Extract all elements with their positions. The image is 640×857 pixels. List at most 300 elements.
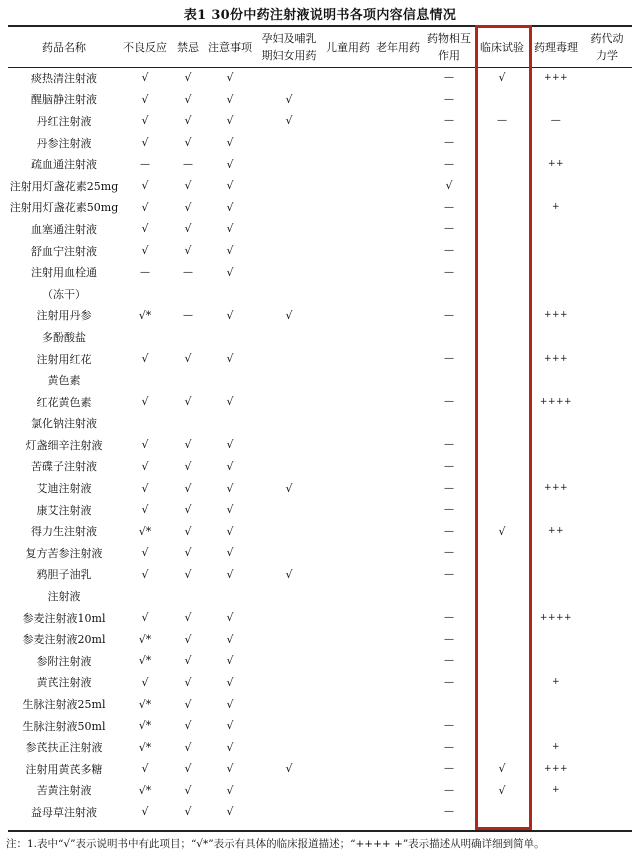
cell-adverse: √* bbox=[138, 697, 152, 711]
cell-contra: √ bbox=[184, 783, 192, 797]
cell-clinical bbox=[474, 736, 530, 758]
cell-pharmacology bbox=[530, 261, 582, 283]
cell-geriatric bbox=[372, 110, 424, 132]
cell-precaution: √ bbox=[226, 697, 234, 711]
cell-adverse: √ bbox=[141, 805, 149, 819]
table-row bbox=[8, 283, 632, 305]
cell-pregnancy bbox=[254, 499, 324, 521]
header-pregnancy bbox=[254, 27, 324, 67]
cell-pregnancy bbox=[254, 780, 324, 802]
cell-pregnancy bbox=[254, 456, 324, 478]
cell-clinical bbox=[474, 413, 530, 435]
cell-adverse: √ bbox=[141, 395, 149, 409]
cell-interaction: — bbox=[444, 504, 454, 516]
header-clinical-trials: 临床试验 bbox=[480, 40, 524, 54]
cell-precaution: √ bbox=[226, 654, 234, 668]
cell-pregnancy bbox=[254, 391, 324, 413]
cell-geriatric bbox=[372, 175, 424, 197]
cell-pharmacology: + bbox=[551, 785, 561, 796]
cell-contra: √ bbox=[184, 71, 192, 85]
cell-geriatric bbox=[372, 197, 424, 219]
cell-clinical bbox=[474, 564, 530, 586]
cell-pediatric bbox=[324, 240, 372, 262]
cell-pediatric bbox=[324, 89, 372, 111]
cell-clinical bbox=[474, 628, 530, 650]
cell-precaution: √ bbox=[226, 438, 234, 452]
cell-geriatric bbox=[372, 326, 424, 348]
cell-pediatric bbox=[324, 758, 372, 780]
cell-pediatric bbox=[324, 520, 372, 542]
header-interactions-line2: 作用 bbox=[438, 49, 460, 62]
cell-pregnancy bbox=[254, 520, 324, 542]
cell-clinical bbox=[474, 456, 530, 478]
table-row bbox=[8, 391, 632, 413]
cell-adverse: √ bbox=[141, 503, 149, 517]
cell-name: 注射用灯盏花素50mg bbox=[9, 201, 119, 215]
cell-interaction: — bbox=[444, 525, 454, 537]
cell-geriatric bbox=[372, 736, 424, 758]
cell-adverse: √ bbox=[141, 352, 149, 366]
cell-interaction: — bbox=[444, 741, 454, 753]
cell-pk bbox=[582, 736, 632, 758]
cell-pediatric bbox=[324, 153, 372, 175]
cell-pregnancy bbox=[254, 261, 324, 283]
cell-pk bbox=[582, 499, 632, 521]
cell-precaution: √ bbox=[226, 308, 234, 322]
cell-pk bbox=[582, 801, 632, 823]
cell-pharmacology bbox=[530, 564, 582, 586]
cell-pediatric bbox=[324, 585, 372, 607]
cell-pharmacology bbox=[530, 801, 582, 823]
cell-clinical bbox=[474, 391, 530, 413]
cell-adverse: √* bbox=[138, 632, 152, 646]
cell-adverse: √ bbox=[141, 762, 149, 776]
cell-pregnancy bbox=[254, 650, 324, 672]
cell-pediatric bbox=[324, 693, 372, 715]
cell-precaution: √ bbox=[226, 524, 234, 538]
cell-geriatric bbox=[372, 283, 424, 305]
cell-clinical bbox=[474, 693, 530, 715]
cell-pharmacology bbox=[530, 218, 582, 240]
cell-precaution: √ bbox=[226, 114, 234, 128]
cell-name: 得力生注射液 bbox=[31, 525, 97, 539]
table-row bbox=[8, 218, 632, 240]
cell-precaution: √ bbox=[226, 546, 234, 560]
cell-pregnancy bbox=[254, 326, 324, 348]
cell-contra bbox=[170, 413, 206, 435]
cell-interaction bbox=[424, 369, 474, 391]
cell-pk bbox=[582, 564, 632, 586]
cell-contra bbox=[170, 283, 206, 305]
cell-pregnancy bbox=[254, 628, 324, 650]
header-pediatric: 儿童用药 bbox=[326, 40, 370, 54]
header-pharmacokinetics bbox=[582, 27, 632, 67]
header-pregnancy-line1: 孕妇及哺乳 bbox=[261, 32, 317, 45]
header-interactions-line1: 药物相互 bbox=[427, 32, 471, 45]
cell-contra: √ bbox=[184, 654, 192, 668]
cell-geriatric bbox=[372, 305, 424, 327]
cell-precaution: √ bbox=[226, 805, 234, 819]
cell-geriatric bbox=[372, 499, 424, 521]
cell-pediatric bbox=[324, 348, 372, 370]
cell-clinical: √ bbox=[498, 762, 506, 776]
cell-pk bbox=[582, 672, 632, 694]
table-row bbox=[8, 693, 632, 715]
cell-contra: — bbox=[183, 266, 193, 278]
cell-interaction: — bbox=[444, 353, 454, 365]
cell-pediatric bbox=[324, 413, 372, 435]
cell-adverse: √ bbox=[141, 222, 149, 236]
cell-name: 注射液 bbox=[47, 590, 81, 604]
cell-precaution: √ bbox=[226, 265, 234, 279]
cell-interaction: — bbox=[444, 676, 454, 688]
cell-precaution: √ bbox=[226, 503, 234, 517]
cell-contra: — bbox=[183, 309, 193, 321]
cell-pharmacology: +++ bbox=[543, 483, 569, 494]
cell-pk bbox=[582, 261, 632, 283]
cell-contra: √ bbox=[184, 546, 192, 560]
cell-pk bbox=[582, 132, 632, 154]
table-row bbox=[8, 520, 632, 542]
cell-pharmacology: ++ bbox=[547, 159, 565, 170]
cell-precaution bbox=[206, 283, 254, 305]
cell-pregnancy bbox=[254, 369, 324, 391]
cell-pregnancy bbox=[254, 672, 324, 694]
cell-geriatric bbox=[372, 261, 424, 283]
cell-geriatric bbox=[372, 240, 424, 262]
cell-pregnancy: √ bbox=[285, 308, 293, 322]
cell-pregnancy bbox=[254, 132, 324, 154]
cell-contra bbox=[170, 369, 206, 391]
cell-interaction: — bbox=[444, 201, 454, 213]
cell-adverse: √* bbox=[138, 524, 152, 538]
table-footnote: 注：1.表中“√”表示说明书中有此项目；“√*”表示有具体的临床报道描述；“++++ +”表示描述从明确详细到简单。 bbox=[6, 838, 545, 850]
cell-clinical bbox=[474, 132, 530, 154]
cell-name: 参麦注射液20ml bbox=[22, 633, 106, 647]
cell-adverse: — bbox=[140, 266, 150, 278]
cell-precaution: √ bbox=[226, 783, 234, 797]
cell-pregnancy bbox=[254, 153, 324, 175]
cell-interaction bbox=[424, 326, 474, 348]
cell-precaution: √ bbox=[226, 567, 234, 581]
cell-pharmacology bbox=[530, 456, 582, 478]
cell-pregnancy bbox=[254, 715, 324, 737]
cell-pediatric bbox=[324, 607, 372, 629]
cell-interaction: — bbox=[444, 137, 454, 149]
cell-pk bbox=[582, 89, 632, 111]
cell-adverse bbox=[120, 585, 170, 607]
cell-contra: √ bbox=[184, 762, 192, 776]
cell-name: 多酚酸盐 bbox=[42, 330, 86, 344]
cell-precaution: √ bbox=[226, 352, 234, 366]
cell-pediatric bbox=[324, 110, 372, 132]
cell-name: 鸦胆子油乳 bbox=[36, 568, 92, 582]
cell-pediatric bbox=[324, 175, 372, 197]
cell-interaction bbox=[424, 283, 474, 305]
cell-clinical bbox=[474, 477, 530, 499]
cell-clinical bbox=[474, 542, 530, 564]
cell-adverse: √ bbox=[141, 481, 149, 495]
info-table bbox=[8, 27, 632, 823]
cell-pk bbox=[582, 110, 632, 132]
cell-pk bbox=[582, 326, 632, 348]
cell-pk bbox=[582, 67, 632, 89]
cell-precaution: √ bbox=[226, 632, 234, 646]
cell-pk bbox=[582, 715, 632, 737]
cell-pregnancy bbox=[254, 240, 324, 262]
cell-pregnancy bbox=[254, 434, 324, 456]
cell-pk bbox=[582, 693, 632, 715]
cell-pregnancy bbox=[254, 175, 324, 197]
cell-clinical bbox=[474, 715, 530, 737]
cell-clinical: √ bbox=[498, 524, 506, 538]
cell-pediatric bbox=[324, 715, 372, 737]
header-pk-line2: 力学 bbox=[596, 49, 618, 62]
cell-clinical bbox=[474, 672, 530, 694]
cell-pharmacology: + bbox=[551, 677, 561, 688]
cell-pregnancy: √ bbox=[285, 114, 293, 128]
cell-precaution: √ bbox=[226, 719, 234, 733]
cell-pediatric bbox=[324, 477, 372, 499]
cell-pharmacology bbox=[530, 175, 582, 197]
cell-pediatric bbox=[324, 542, 372, 564]
cell-precaution bbox=[206, 413, 254, 435]
cell-pregnancy: √ bbox=[285, 567, 293, 581]
cell-geriatric bbox=[372, 132, 424, 154]
cell-contra: √ bbox=[184, 719, 192, 733]
cell-adverse: √ bbox=[141, 92, 149, 106]
table-row bbox=[8, 305, 632, 327]
cell-geriatric bbox=[372, 672, 424, 694]
cell-contra: √ bbox=[184, 395, 192, 409]
cell-precaution: √ bbox=[226, 481, 234, 495]
cell-pregnancy bbox=[254, 197, 324, 219]
cell-contra: √ bbox=[184, 92, 192, 106]
table-row bbox=[8, 348, 632, 370]
cell-precaution: √ bbox=[226, 762, 234, 776]
cell-pregnancy bbox=[254, 67, 324, 89]
cell-precaution: √ bbox=[226, 200, 234, 214]
cell-pharmacology: +++ bbox=[543, 763, 569, 774]
cell-adverse: √ bbox=[141, 546, 149, 560]
cell-geriatric bbox=[372, 585, 424, 607]
cell-pharmacology bbox=[530, 585, 582, 607]
table-row bbox=[8, 607, 632, 629]
cell-contra: √ bbox=[184, 524, 192, 538]
table-row bbox=[8, 153, 632, 175]
cell-clinical bbox=[474, 369, 530, 391]
table-row bbox=[8, 542, 632, 564]
cell-pregnancy bbox=[254, 585, 324, 607]
cell-pharmacology bbox=[530, 240, 582, 262]
cell-clinical bbox=[474, 175, 530, 197]
table-title: 表1 30份中药注射液说明书各项内容信息情况 bbox=[183, 8, 457, 23]
cell-pk bbox=[582, 456, 632, 478]
cell-clinical bbox=[474, 326, 530, 348]
cell-contra: √ bbox=[184, 675, 192, 689]
cell-precaution: √ bbox=[226, 244, 234, 258]
bottom-rule bbox=[8, 830, 632, 832]
cell-pk bbox=[582, 153, 632, 175]
cell-precaution: √ bbox=[226, 459, 234, 473]
cell-contra: √ bbox=[184, 611, 192, 625]
cell-name: 黄色素 bbox=[47, 374, 81, 388]
cell-adverse bbox=[120, 369, 170, 391]
cell-geriatric bbox=[372, 801, 424, 823]
header-pharmacology: 药理毒理 bbox=[534, 40, 578, 54]
cell-name: 丹红注射液 bbox=[36, 114, 92, 128]
cell-pk bbox=[582, 369, 632, 391]
cell-pediatric bbox=[324, 564, 372, 586]
cell-pharmacology: ++++ bbox=[539, 612, 573, 623]
cell-pharmacology: ++++ bbox=[539, 396, 573, 407]
cell-adverse: √ bbox=[141, 567, 149, 581]
header-precautions: 注意事项 bbox=[208, 40, 252, 54]
cell-pregnancy bbox=[254, 348, 324, 370]
cell-adverse: √ bbox=[141, 675, 149, 689]
header-interactions bbox=[424, 27, 474, 67]
cell-name: 红花黄色素 bbox=[36, 395, 92, 409]
cell-contra bbox=[170, 585, 206, 607]
table-row bbox=[8, 197, 632, 219]
cell-adverse: √* bbox=[138, 654, 152, 668]
cell-name: 复方苦参注射液 bbox=[25, 546, 103, 560]
table-row bbox=[8, 650, 632, 672]
cell-name: 苦碟子注射液 bbox=[31, 460, 97, 474]
cell-contra: √ bbox=[184, 114, 192, 128]
cell-pediatric bbox=[324, 283, 372, 305]
cell-pk bbox=[582, 391, 632, 413]
cell-pk bbox=[582, 628, 632, 650]
cell-pediatric bbox=[324, 67, 372, 89]
table-row bbox=[8, 499, 632, 521]
cell-precaution: √ bbox=[226, 395, 234, 409]
cell-pharmacology: ++ bbox=[547, 526, 565, 537]
cell-pregnancy bbox=[254, 693, 324, 715]
cell-pregnancy bbox=[254, 801, 324, 823]
cell-contra: √ bbox=[184, 503, 192, 517]
cell-pk bbox=[582, 650, 632, 672]
header-row bbox=[8, 27, 632, 67]
cell-pharmacology bbox=[530, 283, 582, 305]
cell-interaction: — bbox=[444, 460, 454, 472]
cell-name: 生脉注射液50ml bbox=[22, 719, 106, 733]
cell-interaction: — bbox=[444, 806, 454, 818]
cell-pediatric bbox=[324, 218, 372, 240]
cell-pharmacology bbox=[530, 542, 582, 564]
cell-interaction: √ bbox=[445, 179, 453, 193]
cell-adverse bbox=[120, 413, 170, 435]
table-row bbox=[8, 564, 632, 586]
cell-contra: √ bbox=[184, 438, 192, 452]
cell-interaction: — bbox=[444, 655, 454, 667]
table-row bbox=[8, 89, 632, 111]
table-row bbox=[8, 628, 632, 650]
cell-contra: √ bbox=[184, 740, 192, 754]
table-row bbox=[8, 672, 632, 694]
cell-name: 黄芪注射液 bbox=[36, 676, 92, 690]
cell-name: 灯盏细辛注射液 bbox=[25, 438, 103, 452]
cell-clinical bbox=[474, 305, 530, 327]
cell-adverse: √ bbox=[141, 200, 149, 214]
cell-adverse: √* bbox=[138, 740, 152, 754]
cell-adverse: √ bbox=[141, 244, 149, 258]
cell-pediatric bbox=[324, 650, 372, 672]
cell-pharmacology bbox=[530, 369, 582, 391]
cell-clinical: √ bbox=[498, 71, 506, 85]
cell-clinical bbox=[474, 499, 530, 521]
cell-clinical bbox=[474, 218, 530, 240]
table-row bbox=[8, 175, 632, 197]
cell-name: 醒脑静注射液 bbox=[31, 93, 97, 107]
cell-pharmacology: + bbox=[551, 742, 561, 753]
cell-clinical: — bbox=[497, 115, 507, 127]
cell-interaction: — bbox=[444, 612, 454, 624]
cell-interaction bbox=[424, 585, 474, 607]
cell-name: 痰热清注射液 bbox=[31, 71, 97, 85]
cell-geriatric bbox=[372, 520, 424, 542]
cell-name: 参芪扶正注射液 bbox=[25, 741, 103, 755]
cell-precaution bbox=[206, 585, 254, 607]
cell-interaction: — bbox=[444, 633, 454, 645]
cell-clinical bbox=[474, 348, 530, 370]
cell-pk bbox=[582, 477, 632, 499]
cell-pediatric bbox=[324, 261, 372, 283]
cell-pk bbox=[582, 218, 632, 240]
cell-adverse: — bbox=[140, 158, 150, 170]
cell-pk bbox=[582, 607, 632, 629]
table-row bbox=[8, 585, 632, 607]
cell-pediatric bbox=[324, 132, 372, 154]
cell-geriatric bbox=[372, 715, 424, 737]
cell-geriatric bbox=[372, 348, 424, 370]
cell-name: 生脉注射液25ml bbox=[22, 698, 106, 712]
cell-geriatric bbox=[372, 89, 424, 111]
cell-interaction: — bbox=[444, 309, 454, 321]
cell-clinical bbox=[474, 240, 530, 262]
cell-adverse: √ bbox=[141, 611, 149, 625]
cell-pharmacology bbox=[530, 499, 582, 521]
cell-interaction: — bbox=[444, 158, 454, 170]
cell-name: 苦黄注射液 bbox=[36, 784, 92, 798]
cell-pediatric bbox=[324, 801, 372, 823]
table-row bbox=[8, 736, 632, 758]
cell-pharmacology bbox=[530, 650, 582, 672]
cell-interaction: — bbox=[444, 439, 454, 451]
cell-name: 注射用黄芪多糖 bbox=[25, 762, 103, 776]
cell-adverse: √ bbox=[141, 71, 149, 85]
cell-pk bbox=[582, 175, 632, 197]
cell-geriatric bbox=[372, 477, 424, 499]
cell-adverse bbox=[120, 283, 170, 305]
header-pk-line1: 药代动 bbox=[590, 32, 624, 45]
cell-pharmacology bbox=[530, 326, 582, 348]
header-geriatric: 老年用药 bbox=[376, 40, 420, 54]
cell-pediatric bbox=[324, 391, 372, 413]
cell-geriatric bbox=[372, 67, 424, 89]
cell-precaution: √ bbox=[226, 157, 234, 171]
table-row bbox=[8, 67, 632, 89]
cell-pharmacology bbox=[530, 89, 582, 111]
cell-precaution: √ bbox=[226, 92, 234, 106]
cell-adverse: √* bbox=[138, 783, 152, 797]
cell-geriatric bbox=[372, 564, 424, 586]
cell-name: 疏血通注射液 bbox=[31, 158, 97, 172]
cell-interaction: — bbox=[444, 72, 454, 84]
cell-pediatric bbox=[324, 672, 372, 694]
cell-name: 舒血宁注射液 bbox=[31, 244, 97, 258]
cell-name: 艾迪注射液 bbox=[36, 482, 92, 496]
